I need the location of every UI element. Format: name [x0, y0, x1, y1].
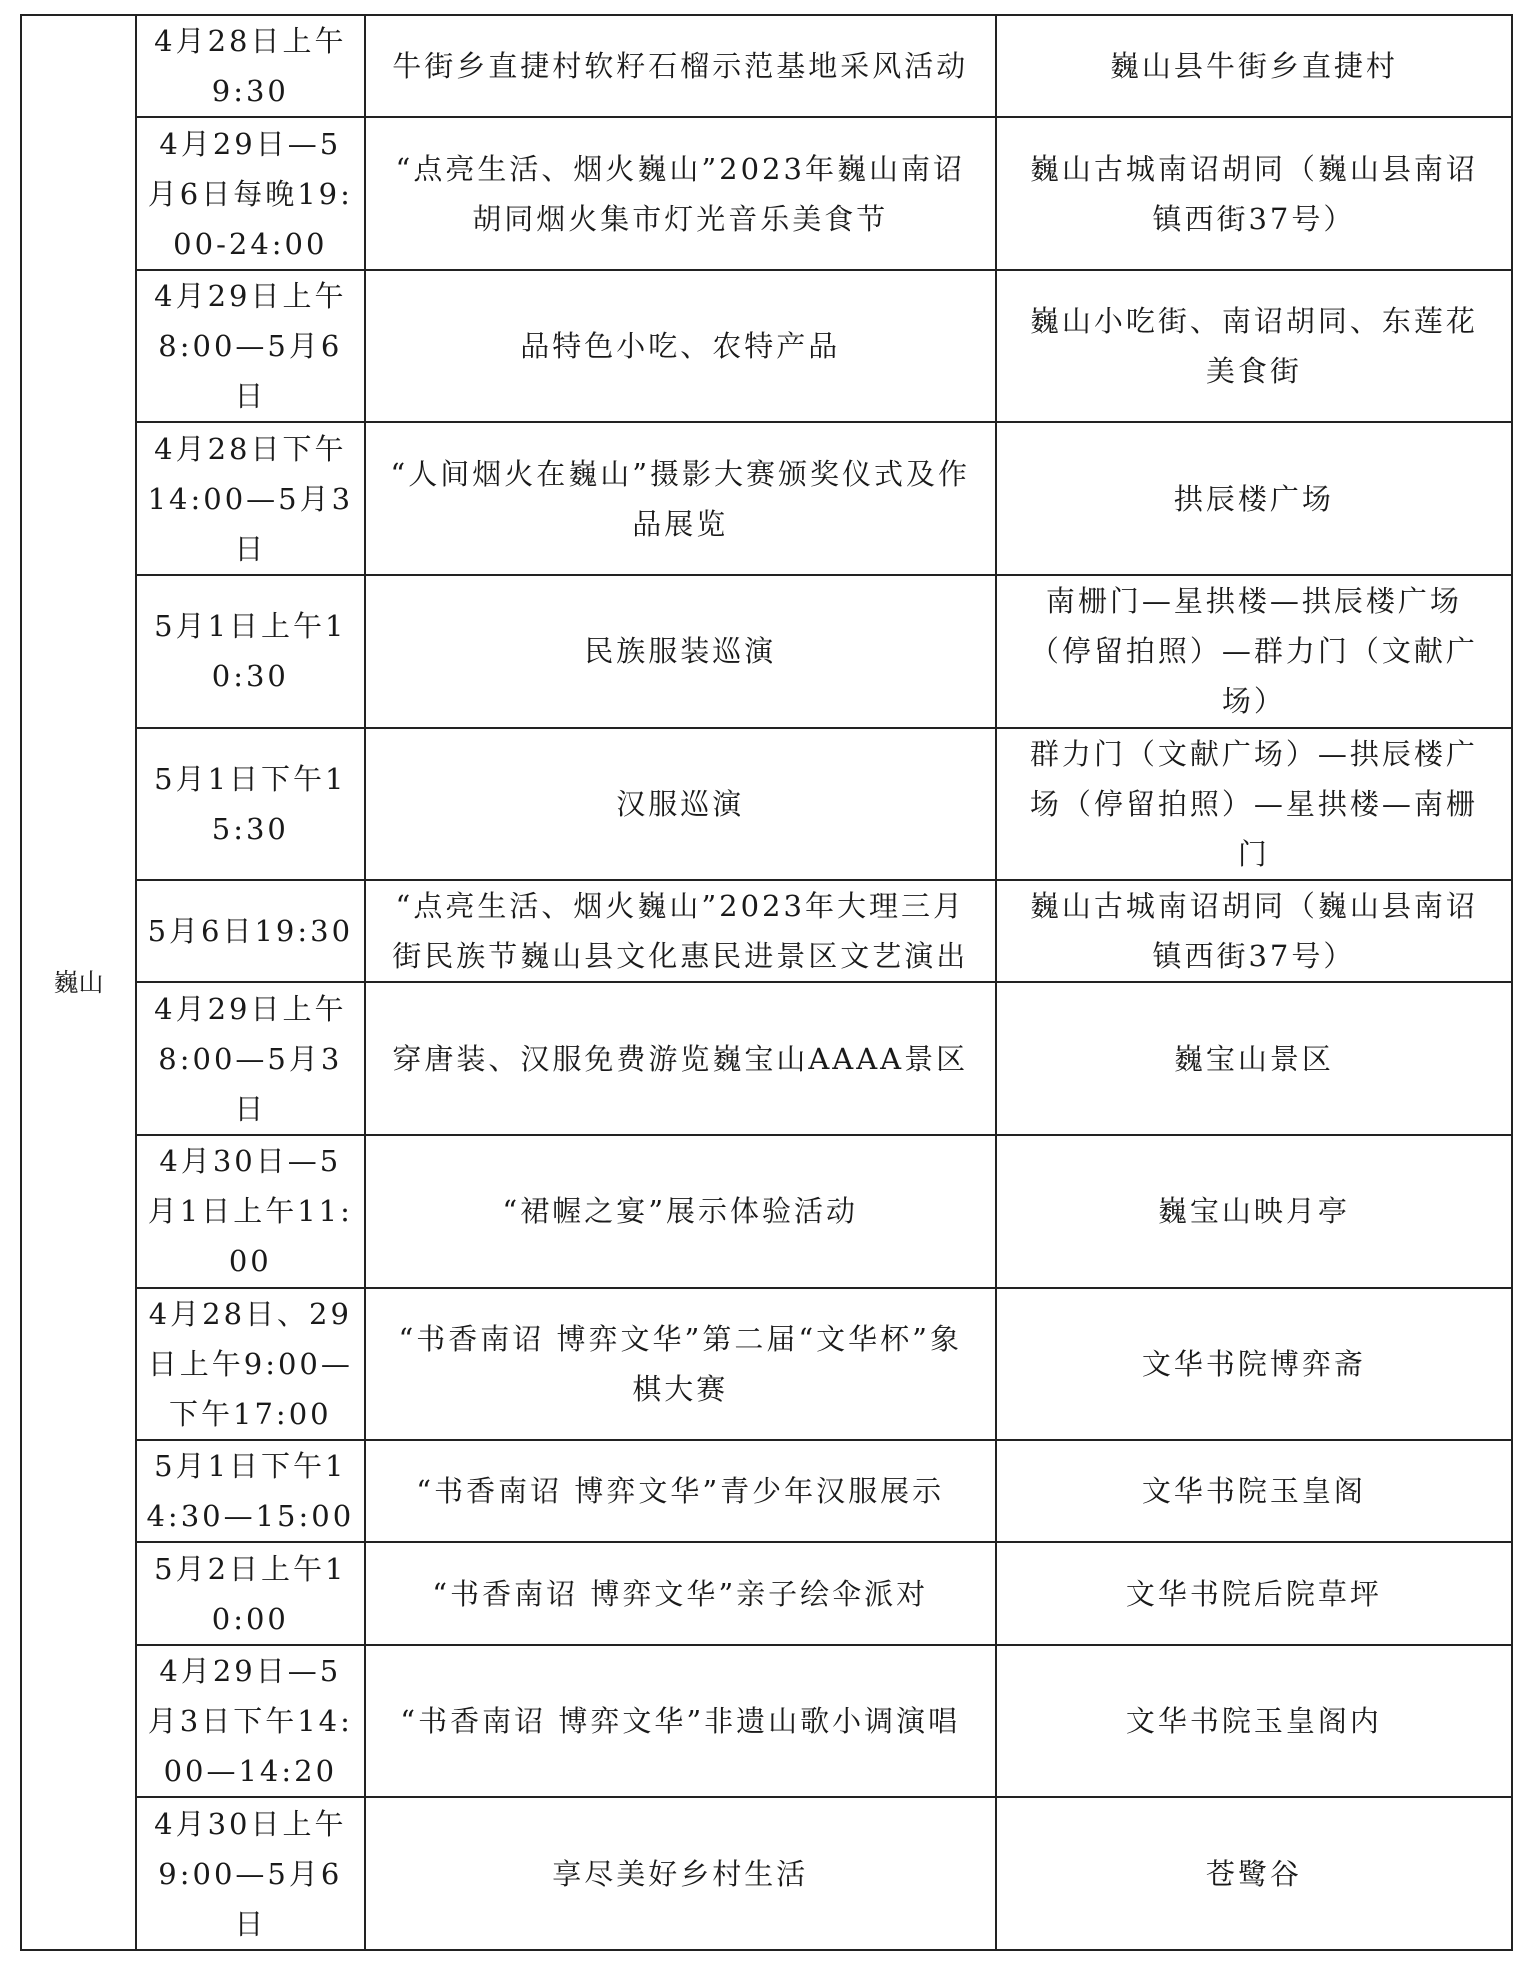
- activity-cell: 汉服巡演: [365, 728, 996, 881]
- table-row: [21, 1645, 1512, 1798]
- time-cell: 4月30日—5月1日上午11:00: [136, 1135, 365, 1288]
- activity-cell: 民族服装巡演: [365, 575, 996, 728]
- table-row: [21, 575, 1512, 728]
- activity-cell: “书香南诏 博弈文华”亲子绘伞派对: [365, 1542, 996, 1644]
- time-cell: 5月1日下午14:30—15:00: [136, 1440, 365, 1542]
- table-row: [21, 728, 1512, 881]
- location-cell: 巍山古城南诏胡同（巍山县南诏镇西街37号）: [996, 880, 1512, 982]
- time-cell: 4月28日下午14:00—5月3日: [136, 422, 365, 575]
- table-row: [21, 880, 1512, 982]
- location-cell: 巍山县牛街乡直捷村: [996, 15, 1512, 117]
- table-row: [21, 422, 1512, 575]
- location-cell: 群力门（文献广场）—拱辰楼广场（停留拍照）—星拱楼—南栅门: [996, 728, 1512, 881]
- activity-cell: “裙幄之宴”展示体验活动: [365, 1135, 996, 1288]
- time-cell: 5月6日19:30: [136, 880, 365, 982]
- location-cell: 巍宝山映月亭: [996, 1135, 1512, 1288]
- location-cell: 巍宝山景区: [996, 982, 1512, 1135]
- activity-cell: “点亮生活、烟火巍山”2023年大理三月街民族节巍山县文化惠民进景区文艺演出: [365, 880, 996, 982]
- table-row: [21, 1288, 1512, 1441]
- table-row: [21, 1542, 1512, 1644]
- activity-cell: “书香南诏 博弈文华”非遗山歌小调演唱: [365, 1645, 996, 1798]
- location-cell: 文华书院玉皇阁内: [996, 1645, 1512, 1798]
- activity-cell: 享尽美好乡村生活: [365, 1797, 996, 1950]
- activity-cell: “点亮生活、烟火巍山”2023年巍山南诏胡同烟火集市灯光音乐美食节: [365, 117, 996, 270]
- location-cell: 巍山古城南诏胡同（巍山县南诏镇西街37号）: [996, 117, 1512, 270]
- time-cell: 4月29日上午8:00—5月3日: [136, 982, 365, 1135]
- time-cell: 5月1日下午15:30: [136, 728, 365, 881]
- time-cell: 5月2日上午10:00: [136, 1542, 365, 1644]
- location-cell: 巍山小吃街、南诏胡同、东莲花美食街: [996, 270, 1512, 423]
- activity-table: [20, 14, 1513, 1951]
- location-cell: 文华书院玉皇阁: [996, 1440, 1512, 1542]
- time-cell: 4月29日—5月3日下午14:00—14:20: [136, 1645, 365, 1798]
- table-row: [21, 1135, 1512, 1288]
- time-cell: 4月28日上午9:30: [136, 15, 365, 117]
- activity-cell: 穿唐装、汉服免费游览巍宝山AAAA景区: [365, 982, 996, 1135]
- table-row: [21, 270, 1512, 423]
- location-cell: 文华书院后院草坪: [996, 1542, 1512, 1644]
- activity-cell: “书香南诏 博弈文华”第二届“文华杯”象棋大赛: [365, 1288, 996, 1441]
- time-cell: 4月28日、29日上午9:00—下午17:00: [136, 1288, 365, 1441]
- time-cell: 4月29日—5月6日每晚19:00-24:00: [136, 117, 365, 270]
- time-cell: 4月30日上午9:00—5月6日: [136, 1797, 365, 1950]
- activity-cell: “人间烟火在巍山”摄影大赛颁奖仪式及作品展览: [365, 422, 996, 575]
- location-cell: 文华书院博弈斋: [996, 1288, 1512, 1441]
- activity-cell: 品特色小吃、农特产品: [365, 270, 996, 423]
- table-row: [21, 982, 1512, 1135]
- table-row: [21, 1440, 1512, 1542]
- region-cell: 巍山: [21, 15, 136, 1950]
- activity-cell: 牛街乡直捷村软籽石榴示范基地采风活动: [365, 15, 996, 117]
- time-cell: 5月1日上午10:30: [136, 575, 365, 728]
- activity-cell: “书香南诏 博弈文华”青少年汉服展示: [365, 1440, 996, 1542]
- table-row: [21, 15, 1512, 117]
- location-cell: 拱辰楼广场: [996, 422, 1512, 575]
- table-row: [21, 1797, 1512, 1950]
- time-cell: 4月29日上午8:00—5月6日: [136, 270, 365, 423]
- location-cell: 南栅门—星拱楼—拱辰楼广场（停留拍照）—群力门（文献广场）: [996, 575, 1512, 728]
- table-row: [21, 117, 1512, 270]
- location-cell: 苍鹭谷: [996, 1797, 1512, 1950]
